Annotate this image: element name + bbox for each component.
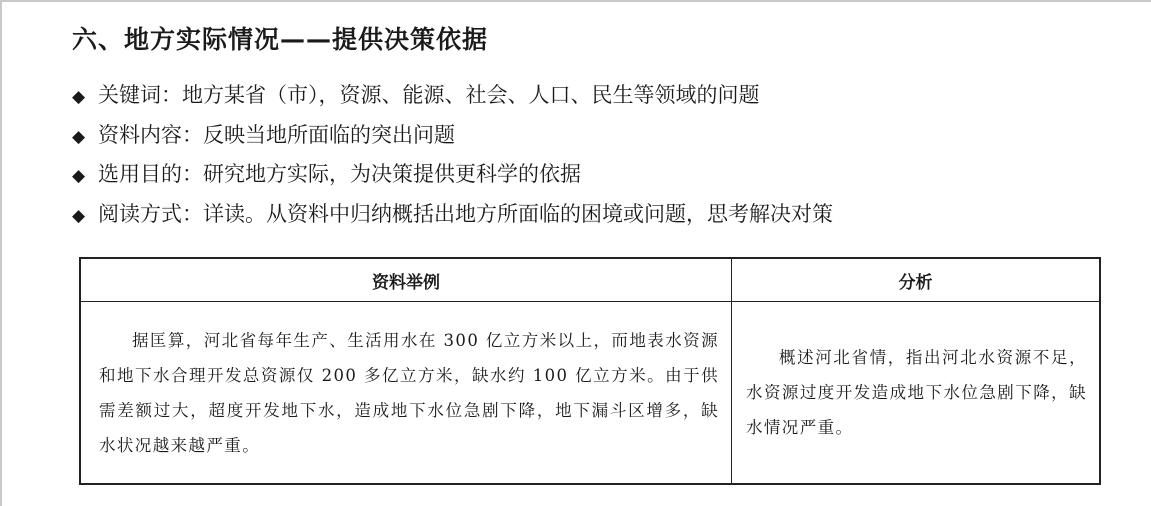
- bullet-text: 资料内容：反映当地所面临的突出问题: [98, 122, 455, 147]
- bullet-text: 关键词：地方某省（市），资源、能源、社会、人口、民生等领域的问题: [98, 83, 760, 107]
- diamond-bullet-icon: ◆: [72, 126, 86, 147]
- section-heading: 六、地方实际情况——提供决策依据: [72, 25, 489, 54]
- example-cell: [80, 302, 732, 485]
- analysis-cell: [732, 302, 1101, 485]
- header-analysis: 分析: [732, 258, 1101, 302]
- table-row: [80, 302, 1100, 485]
- table-header-row: [80, 258, 1100, 302]
- diamond-bullet-icon: ◆: [72, 166, 86, 186]
- page-left-border: [0, 0, 2, 506]
- bullet-text: 阅读方式：详读。从资料中归纳概括出地方所面临的困境或问题，思考解决对策: [98, 201, 833, 226]
- analysis-text: 概述河北省情，指出河北水资源不足，水资源过度开发造成地下水位急剧下降，缺水情况严重。: [746, 348, 1087, 437]
- bullet-list: [72, 80, 833, 238]
- page-top-border: [0, 0, 1151, 2]
- bullet-item-keywords: [72, 80, 833, 120]
- example-table: [79, 257, 1101, 485]
- diamond-bullet-icon: ◆: [72, 205, 86, 226]
- diamond-bullet-icon: ◆: [72, 87, 86, 107]
- example-text: 据匡算，河北省每年生产、生活用水在 300 亿立方米以上，而地表水资源和地下水合理开发总资源仅 200 多亿立方米，缺水约 100 亿立方米。由于供需差额过大，超度开发地下水，造成地下水位急剧下降，地下漏斗区增多，缺水状况越来越严重。: [99, 330, 719, 455]
- header-example: 资料举例: [80, 258, 732, 302]
- bullet-item-purpose: [72, 159, 833, 199]
- bullet-item-reading: [72, 199, 833, 239]
- bullet-item-content: [72, 120, 833, 160]
- bullet-text: 选用目的：研究地方实际，为决策提供更科学的依据: [98, 162, 581, 186]
